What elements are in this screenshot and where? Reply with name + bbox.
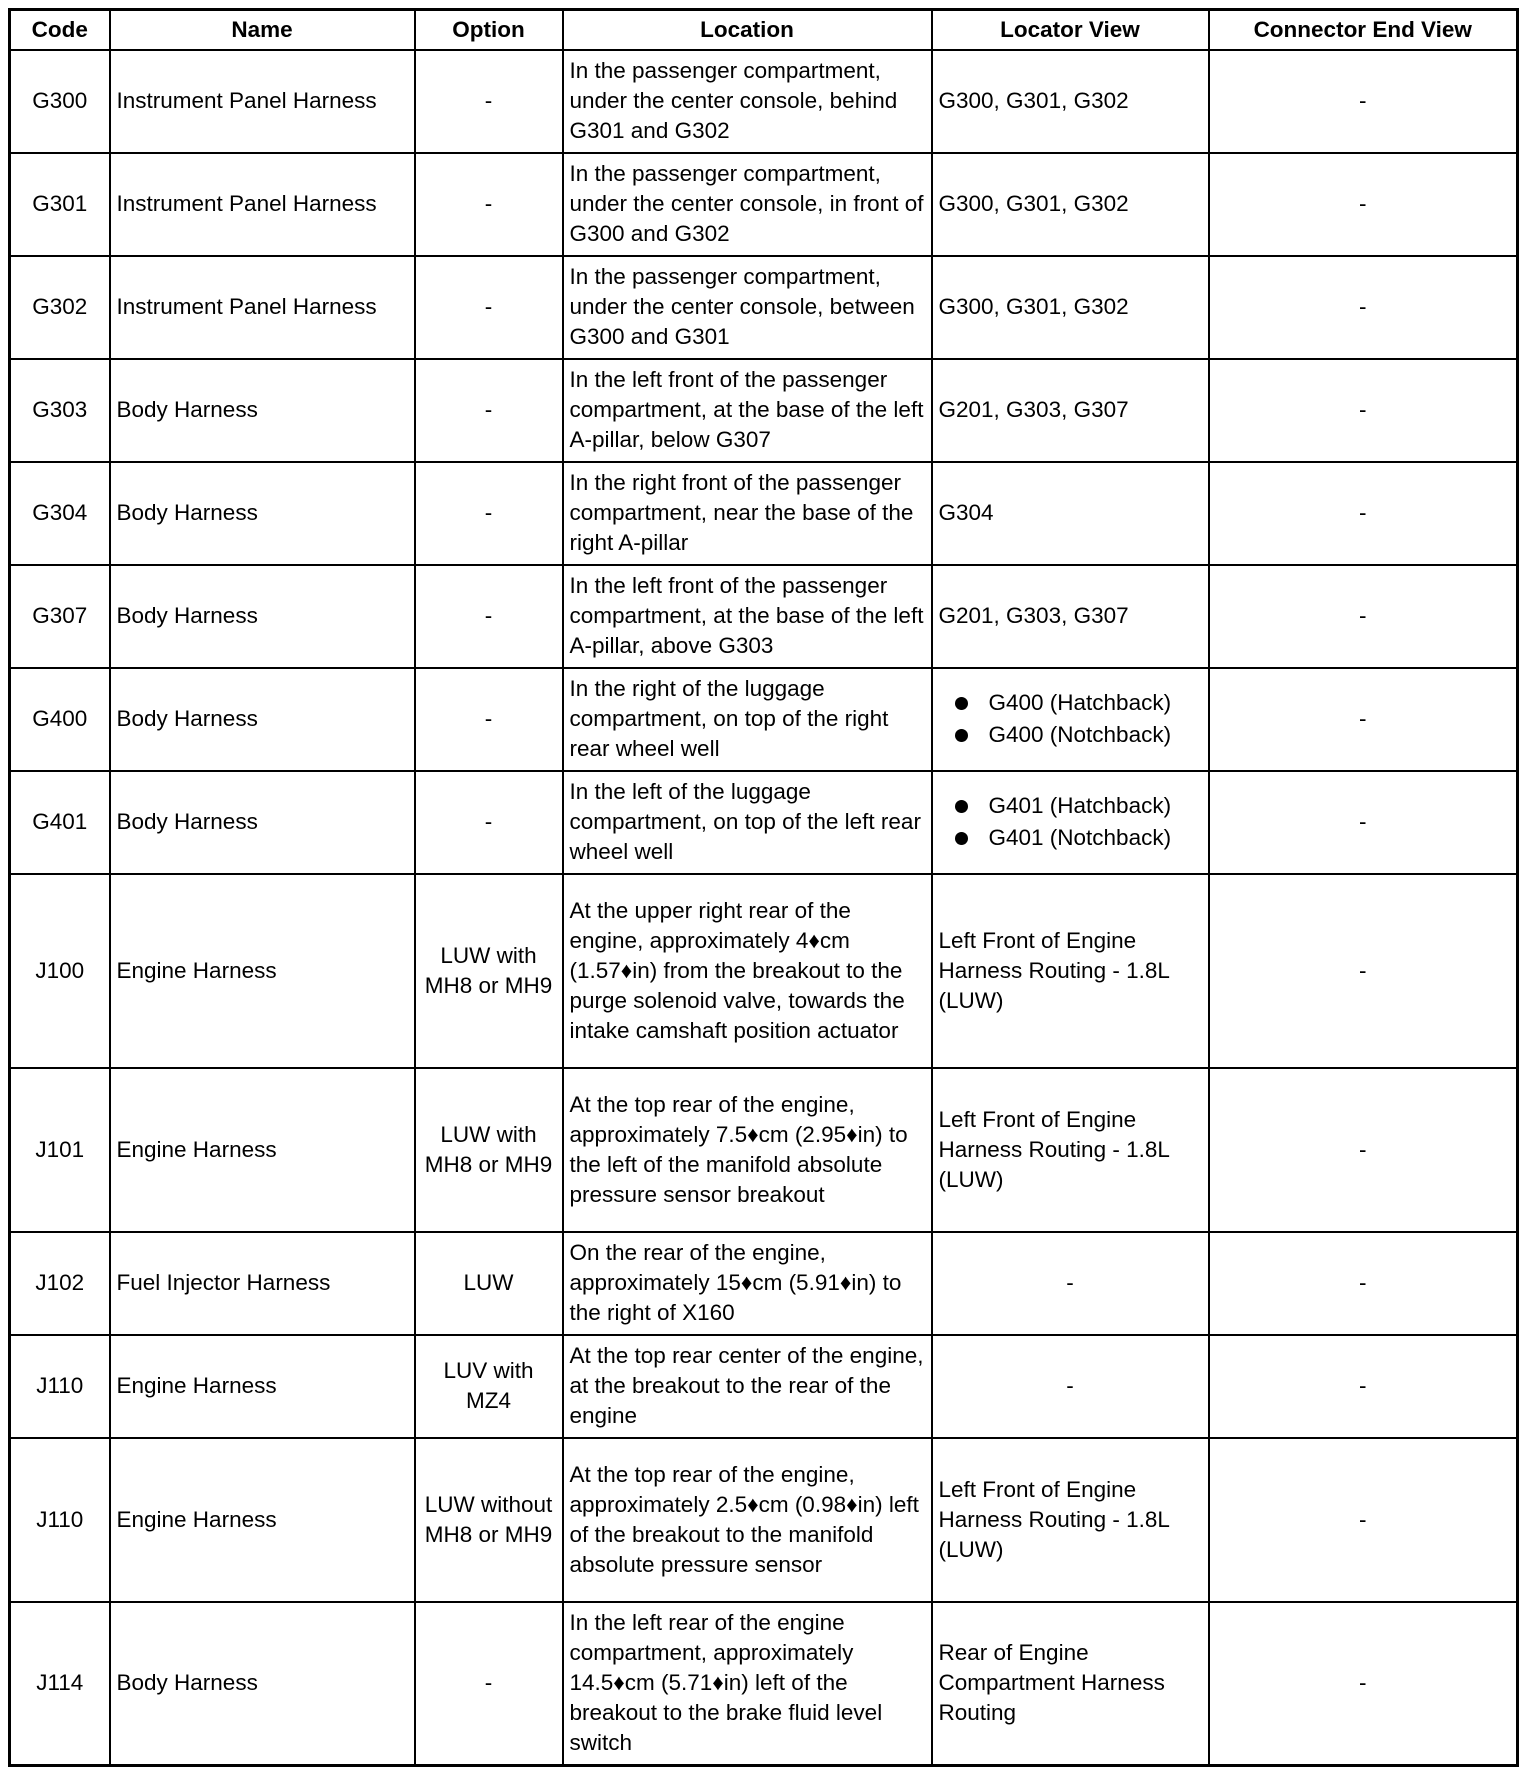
- header-connector-end-view: Connector End View: [1209, 10, 1518, 50]
- locator-view-bullet-item: G400 (Hatchback): [955, 687, 1202, 719]
- header-option: Option: [415, 10, 563, 50]
- cell-code: J101: [10, 1068, 110, 1232]
- cell-code: G400: [10, 668, 110, 771]
- cell-locator-view: G300, G301, G302: [932, 50, 1209, 153]
- table-header-row: [10, 10, 1518, 50]
- cell-location: In the passenger compartment, under the center console, behind G301 and G302: [563, 50, 932, 153]
- cell-name: Engine Harness: [110, 874, 415, 1068]
- cell-code: G304: [10, 462, 110, 565]
- table-row: [10, 771, 1518, 874]
- table-row: [10, 50, 1518, 153]
- header-name: Name: [110, 10, 415, 50]
- cell-connector-end-view: -: [1209, 771, 1518, 874]
- cell-location: In the right of the luggage compartment, on top of the right rear wheel well: [563, 668, 932, 771]
- table-row: [10, 874, 1518, 1068]
- cell-code: G300: [10, 50, 110, 153]
- cell-connector-end-view: -: [1209, 462, 1518, 565]
- cell-option: -: [415, 771, 563, 874]
- cell-locator-view: Left Front of Engine Harness Routing - 1.8L (LUW): [932, 874, 1209, 1068]
- cell-location: On the rear of the engine, approximately 15♦cm (5.91♦in) to the right of X160: [563, 1232, 932, 1335]
- cell-code: G302: [10, 256, 110, 359]
- cell-location: In the left front of the passenger compartment, at the base of the left A-pillar, above G303: [563, 565, 932, 668]
- cell-locator-view: -: [932, 1335, 1209, 1438]
- cell-locator-view: G201, G303, G307: [932, 359, 1209, 462]
- cell-name: Fuel Injector Harness: [110, 1232, 415, 1335]
- cell-locator-view: Left Front of Engine Harness Routing - 1.8L (LUW): [932, 1438, 1209, 1602]
- table-row: [10, 1602, 1518, 1766]
- cell-location: At the top rear of the engine, approximately 2.5♦cm (0.98♦in) left of the breakout to the manifold absolute pressure sensor: [563, 1438, 932, 1602]
- cell-code: G401: [10, 771, 110, 874]
- table-row: [10, 565, 1518, 668]
- cell-option: LUW with MH8 or MH9: [415, 1068, 563, 1232]
- cell-connector-end-view: -: [1209, 1232, 1518, 1335]
- cell-locator-view: G304: [932, 462, 1209, 565]
- table-row: [10, 462, 1518, 565]
- cell-locator-view: -: [932, 1232, 1209, 1335]
- cell-option: -: [415, 359, 563, 462]
- cell-code: J114: [10, 1602, 110, 1766]
- locator-view-bullet-item: G400 (Notchback): [955, 719, 1202, 751]
- cell-name: Body Harness: [110, 668, 415, 771]
- cell-connector-end-view: -: [1209, 1068, 1518, 1232]
- cell-location: In the passenger compartment, under the center console, in front of G300 and G302: [563, 153, 932, 256]
- cell-locator-view: [932, 668, 1209, 771]
- harness-table-container: [8, 8, 1519, 1767]
- cell-name: Body Harness: [110, 1602, 415, 1766]
- cell-name: Engine Harness: [110, 1438, 415, 1602]
- cell-locator-view: [932, 771, 1209, 874]
- cell-option: -: [415, 565, 563, 668]
- cell-name: Instrument Panel Harness: [110, 153, 415, 256]
- cell-option: -: [415, 1602, 563, 1766]
- cell-name: Engine Harness: [110, 1335, 415, 1438]
- table-row: [10, 1068, 1518, 1232]
- cell-name: Body Harness: [110, 359, 415, 462]
- cell-connector-end-view: -: [1209, 359, 1518, 462]
- table-row: [10, 359, 1518, 462]
- cell-connector-end-view: -: [1209, 1335, 1518, 1438]
- cell-location: In the right front of the passenger compartment, near the base of the right A-pillar: [563, 462, 932, 565]
- table-row: [10, 1335, 1518, 1438]
- header-location: Location: [563, 10, 932, 50]
- cell-locator-view: G300, G301, G302: [932, 153, 1209, 256]
- cell-name: Body Harness: [110, 565, 415, 668]
- table-row: [10, 1438, 1518, 1602]
- cell-locator-view: Left Front of Engine Harness Routing - 1.8L (LUW): [932, 1068, 1209, 1232]
- cell-code: G307: [10, 565, 110, 668]
- cell-location: At the upper right rear of the engine, approximately 4♦cm (1.57♦in) from the breakout to the purge solenoid valve, towards the intake camshaft position actuator: [563, 874, 932, 1068]
- cell-name: Body Harness: [110, 771, 415, 874]
- cell-connector-end-view: -: [1209, 153, 1518, 256]
- cell-connector-end-view: -: [1209, 874, 1518, 1068]
- cell-option: LUV with MZ4: [415, 1335, 563, 1438]
- cell-connector-end-view: -: [1209, 668, 1518, 771]
- table-row: [10, 668, 1518, 771]
- cell-code: J110: [10, 1335, 110, 1438]
- harness-location-table: [8, 8, 1519, 1767]
- cell-location: In the left of the luggage compartment, on top of the left rear wheel well: [563, 771, 932, 874]
- cell-locator-view: G300, G301, G302: [932, 256, 1209, 359]
- cell-name: Body Harness: [110, 462, 415, 565]
- cell-connector-end-view: -: [1209, 50, 1518, 153]
- table-row: [10, 153, 1518, 256]
- cell-code: J100: [10, 874, 110, 1068]
- cell-connector-end-view: -: [1209, 256, 1518, 359]
- cell-option: -: [415, 668, 563, 771]
- cell-location: In the left rear of the engine compartment, approximately 14.5♦cm (5.71♦in) left of the breakout to the brake fluid level switch: [563, 1602, 932, 1766]
- cell-option: LUW without MH8 or MH9: [415, 1438, 563, 1602]
- cell-location: In the passenger compartment, under the center console, between G300 and G301: [563, 256, 932, 359]
- cell-name: Instrument Panel Harness: [110, 256, 415, 359]
- header-locator-view: Locator View: [932, 10, 1209, 50]
- cell-locator-view: Rear of Engine Compartment Harness Routing: [932, 1602, 1209, 1766]
- cell-name: Instrument Panel Harness: [110, 50, 415, 153]
- cell-connector-end-view: -: [1209, 1602, 1518, 1766]
- locator-view-bullet-item: G401 (Notchback): [955, 822, 1202, 854]
- cell-option: -: [415, 153, 563, 256]
- cell-connector-end-view: -: [1209, 565, 1518, 668]
- cell-code: G301: [10, 153, 110, 256]
- cell-name: Engine Harness: [110, 1068, 415, 1232]
- cell-option: -: [415, 50, 563, 153]
- locator-view-bullet-item: G401 (Hatchback): [955, 790, 1202, 822]
- cell-location: At the top rear center of the engine, at the breakout to the rear of the engine: [563, 1335, 932, 1438]
- cell-option: LUW: [415, 1232, 563, 1335]
- cell-code: J110: [10, 1438, 110, 1602]
- cell-connector-end-view: -: [1209, 1438, 1518, 1602]
- cell-option: -: [415, 256, 563, 359]
- cell-locator-view: G201, G303, G307: [932, 565, 1209, 668]
- cell-code: G303: [10, 359, 110, 462]
- cell-option: -: [415, 462, 563, 565]
- cell-location: At the top rear of the engine, approximately 7.5♦cm (2.95♦in) to the left of the manifold absolute pressure sensor breakout: [563, 1068, 932, 1232]
- cell-code: J102: [10, 1232, 110, 1335]
- cell-location: In the left front of the passenger compartment, at the base of the left A-pillar, below G307: [563, 359, 932, 462]
- cell-option: LUW with MH8 or MH9: [415, 874, 563, 1068]
- table-row: [10, 1232, 1518, 1335]
- header-code: Code: [10, 10, 110, 50]
- table-row: [10, 256, 1518, 359]
